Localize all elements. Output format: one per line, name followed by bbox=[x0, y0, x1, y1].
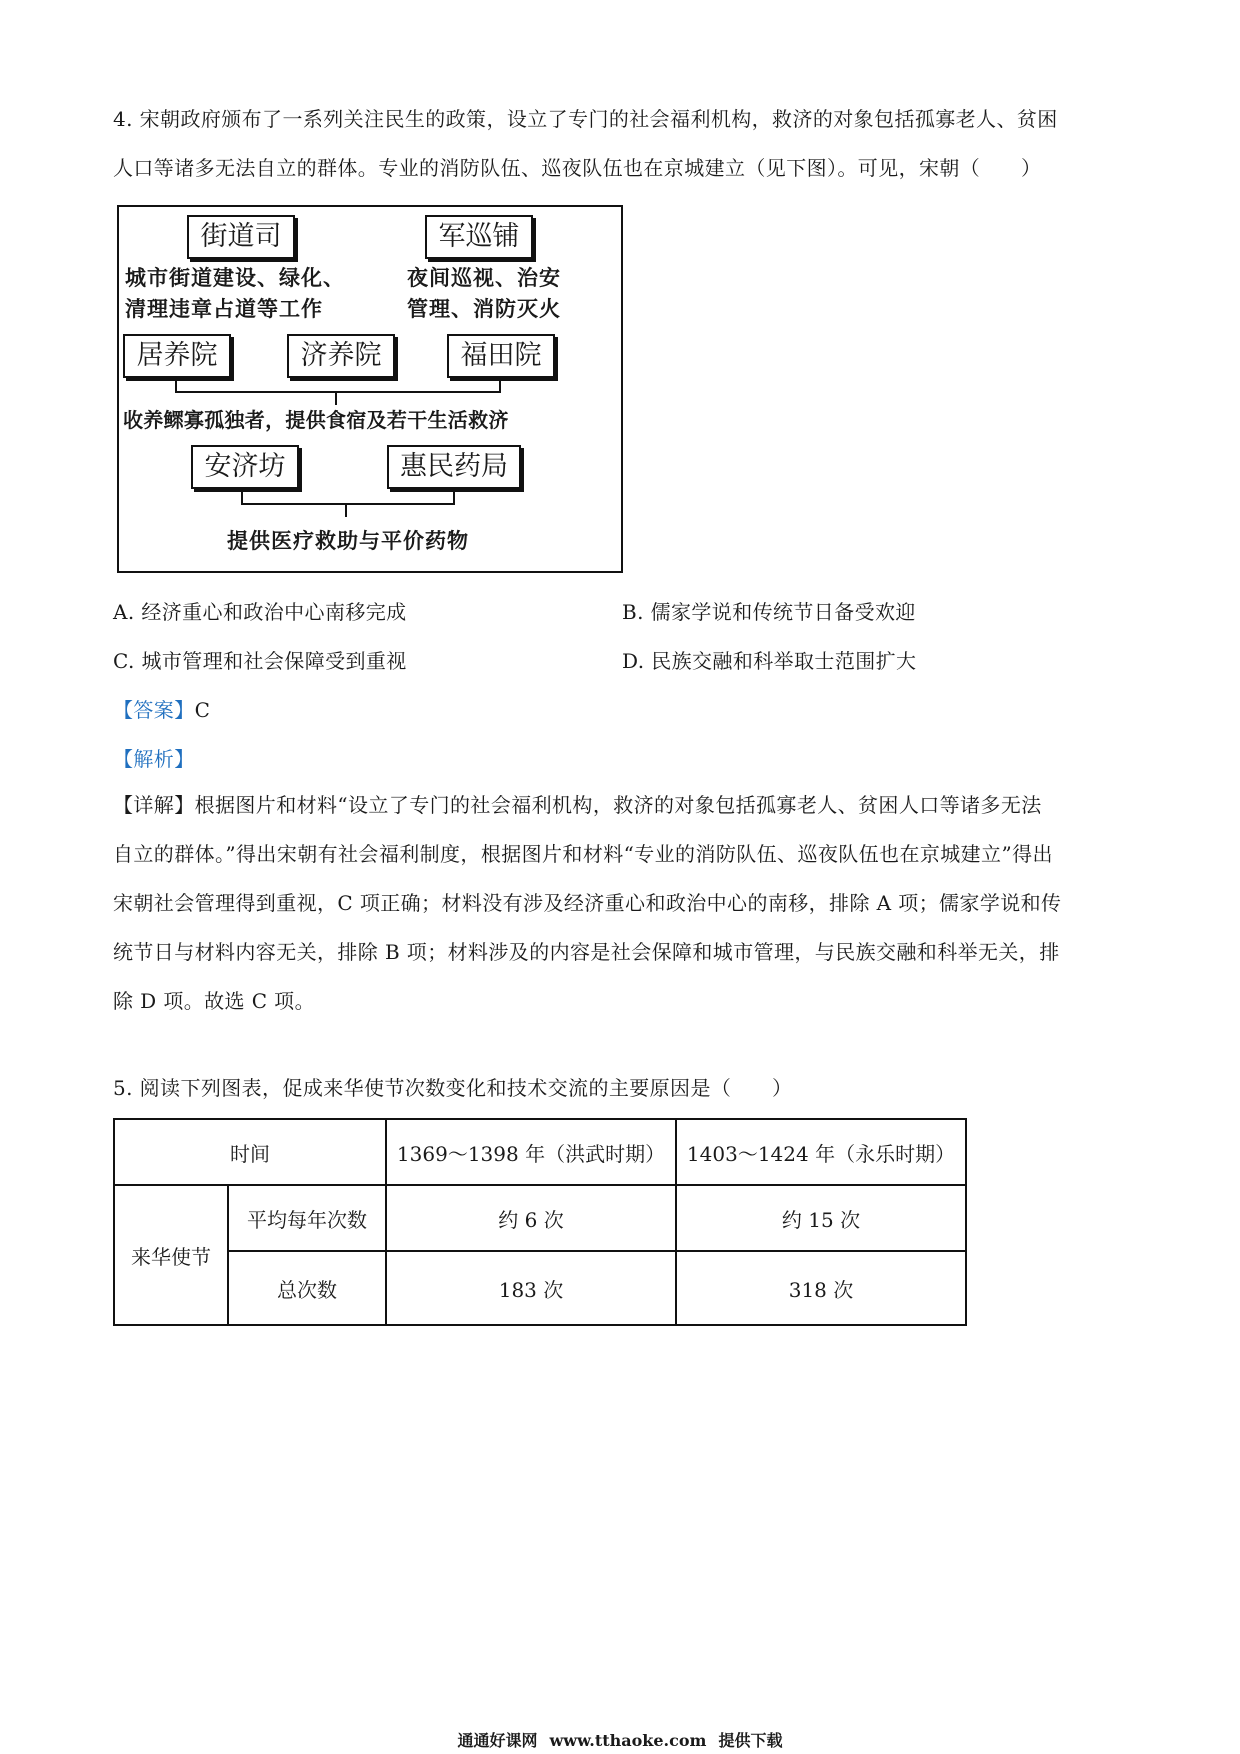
q4-stem-line: 人口等诸多无法自立的群体。专业的消防队伍、巡夜队伍也在京城建立（见下图）。可见，宋朝（ ） bbox=[113, 156, 1042, 180]
box-anjifang: 安济坊 bbox=[191, 445, 299, 489]
detail-line: 自立的群体。”得出宋朝有社会福利制度，根据图片和材料“专业的消防队伍、巡夜队伍也在京城建立”得出 bbox=[113, 842, 1053, 866]
box-huiminyaoju: 惠民药局 bbox=[387, 445, 521, 489]
option-d: D. 民族交融和科举取士范围扩大 bbox=[622, 649, 917, 673]
junxunpu-duty-line1: 夜间巡视、治安 bbox=[407, 266, 561, 290]
welfare-duty: 收养鳏寡孤独者，提供食宿及若干生活救济 bbox=[123, 408, 509, 432]
box-futianyuan: 福田院 bbox=[447, 334, 555, 378]
box-jiedaosi: 街道司 bbox=[187, 215, 295, 259]
medical-bracket-stem bbox=[345, 505, 347, 517]
q4-stem-line: 4. 宋朝政府颁布了一系列关注民生的政策，设立了专门的社会福利机构，救济的对象包括孤寡老人、贫困 bbox=[113, 107, 1058, 131]
answer-line bbox=[113, 694, 210, 723]
box-juyangyuan: 居养院 bbox=[123, 334, 231, 378]
answer-tag: 【答案】 bbox=[113, 698, 195, 722]
answer-value: C bbox=[194, 698, 211, 722]
option-c: C. 城市管理和社会保障受到重视 bbox=[113, 649, 407, 673]
row-label-total: 总次数 bbox=[228, 1251, 386, 1325]
header-time: 时间 bbox=[114, 1119, 386, 1185]
q5-stem: 5. 阅读下列图表，促成来华使节次数变化和技术交流的主要原因是（ ） bbox=[113, 1076, 793, 1100]
box-junxunpu: 军巡铺 bbox=[425, 215, 533, 259]
row-label-annual: 平均每年次数 bbox=[228, 1185, 386, 1251]
q4-stem bbox=[113, 95, 1128, 193]
detail-line: 除 D 项。故选 C 项。 bbox=[113, 989, 315, 1013]
detail-explanation bbox=[113, 781, 1128, 1026]
jiedaosi-duty-line2: 清理违章占道等工作 bbox=[125, 297, 323, 321]
junxunpu-duty-line2: 管理、消防灭火 bbox=[407, 297, 561, 321]
footer-url[interactable]: www.tthaoke.com bbox=[549, 1731, 707, 1750]
option-b: B. 儒家学说和传统节日备受欢迎 bbox=[622, 600, 916, 624]
jiedaosi-duty-line1: 城市街道建设、绿化、 bbox=[125, 266, 345, 290]
header-hongwu: 1369～1398 年（洪武时期） bbox=[386, 1119, 676, 1185]
detail-line: 统节日与材料内容无关，排除 B 项；材料涉及的内容是社会保障和城市管理，与民族交融和科举无关，排 bbox=[113, 940, 1060, 964]
welfare-bracket bbox=[175, 379, 501, 393]
envoy-table bbox=[113, 1118, 967, 1326]
analysis-tag: 【解析】 bbox=[113, 747, 195, 771]
song-institutions-diagram bbox=[117, 205, 623, 573]
page-footer bbox=[0, 1728, 1240, 1751]
row-group-envoys: 来华使节 bbox=[114, 1185, 228, 1325]
detail-line: 宋朝社会管理得到重视，C 项正确；材料没有涉及经济重心和政治中心的南移，排除 A 项；儒家学说和传 bbox=[113, 891, 1062, 915]
header-yongle: 1403～1424 年（永乐时期） bbox=[676, 1119, 966, 1185]
option-a: A. 经济重心和政治中心南移完成 bbox=[113, 600, 407, 624]
detail-line: 【详解】根据图片和材料“设立了专门的社会福利机构，救济的对象包括孤寡老人、贫困人口等诸多无法 bbox=[113, 793, 1042, 817]
footer-note: 提供下载 bbox=[718, 1731, 783, 1750]
cell-total-yongle: 318 次 bbox=[676, 1251, 966, 1325]
footer-site-name: 通通好课网 bbox=[457, 1731, 538, 1750]
medical-duty: 提供医疗救助与平价药物 bbox=[227, 529, 469, 553]
cell-annual-yongle: 约 15 次 bbox=[676, 1185, 966, 1251]
cell-total-hongwu: 183 次 bbox=[386, 1251, 676, 1325]
medical-bracket bbox=[241, 491, 455, 505]
cell-annual-hongwu: 约 6 次 bbox=[386, 1185, 676, 1251]
box-jiyangyuan: 济养院 bbox=[287, 334, 395, 378]
